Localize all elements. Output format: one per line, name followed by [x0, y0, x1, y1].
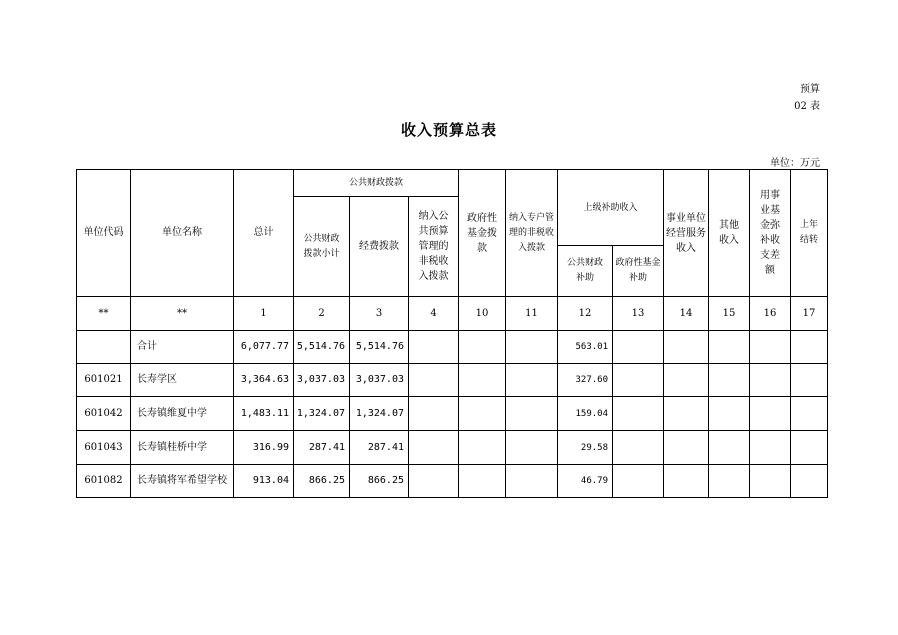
- cell-empty: [709, 431, 750, 465]
- cell-total: 3,364.63: [234, 364, 294, 397]
- header-unit-name: 单位名称: [131, 170, 234, 297]
- cell-operating: 287.41: [350, 431, 409, 465]
- cell-empty: [791, 431, 828, 465]
- cell-superior-public: 563.01: [558, 331, 613, 364]
- cell-empty: [709, 364, 750, 397]
- cell-empty: [709, 465, 750, 498]
- cell-empty: [506, 364, 558, 397]
- cell-name: 长寿镇维夏中学: [131, 397, 234, 431]
- cell-empty: [459, 465, 506, 498]
- cell-subtotal: 287.41: [294, 431, 350, 465]
- table-row: [77, 331, 828, 364]
- header-superior-gov-fund: [613, 246, 664, 297]
- header-operating-funds: 经费拨款: [350, 197, 409, 297]
- index-cell: 15: [709, 297, 750, 331]
- cell-empty: [791, 397, 828, 431]
- index-cell: 3: [350, 297, 409, 331]
- cell-superior-public: 46.79: [558, 465, 613, 498]
- index-cell: 17: [791, 297, 828, 331]
- cell-operating: 866.25: [350, 465, 409, 498]
- cell-operating: 5,514.76: [350, 331, 409, 364]
- cell-empty: [664, 397, 709, 431]
- header-nontax-special: [506, 170, 558, 297]
- cell-empty: [791, 331, 828, 364]
- cell-empty: [750, 397, 791, 431]
- header-nontax-in-budget-text: 纳入公共预算管理的非税收入拨款: [418, 211, 449, 282]
- page-title: 收入预算总表: [400, 121, 497, 139]
- cell-empty: [709, 397, 750, 431]
- cell-empty: [750, 465, 791, 498]
- cell-subtotal: 1,324.07: [294, 397, 350, 431]
- table-row: [77, 465, 828, 498]
- header-public-finance: 公共财政拨款: [294, 170, 459, 197]
- table-number-label: 02 表: [794, 101, 820, 112]
- header-fund-balance-text: 用事业基金弥补收支差额: [760, 190, 780, 276]
- cell-subtotal: 866.25: [294, 465, 350, 498]
- header-business-income-text: 事业单位经营服务收入: [666, 212, 706, 254]
- cell-empty: [506, 465, 558, 498]
- table-row: [77, 397, 828, 431]
- cell-superior-public: 327.60: [558, 364, 613, 397]
- header-other-income: [709, 170, 750, 297]
- index-cell: 14: [664, 297, 709, 331]
- index-cell: 12: [558, 297, 613, 331]
- table-id-label: 预算: [800, 84, 820, 95]
- header-nontax-in-budget: [409, 197, 459, 297]
- cell-empty: [664, 364, 709, 397]
- table-row: [77, 364, 828, 397]
- cell-empty: [613, 465, 664, 498]
- header-carryover-text: 上年结转: [799, 220, 818, 245]
- header-public-finance-subtotal-text: 公共财政拨款小计: [303, 233, 340, 259]
- cell-empty: [664, 465, 709, 498]
- cell-empty: [750, 431, 791, 465]
- header-superior-subsidy: 上级补助收入: [558, 170, 664, 246]
- cell-code: 601082: [77, 465, 131, 498]
- cell-operating: 1,324.07: [350, 397, 409, 431]
- header-total: 总计: [234, 170, 294, 297]
- cell-empty: [664, 331, 709, 364]
- cell-subtotal: 3,037.03: [294, 364, 350, 397]
- cell-empty: [409, 431, 459, 465]
- cell-name: 长寿镇桂桥中学: [131, 431, 234, 465]
- cell-empty: [613, 364, 664, 397]
- cell-empty: [506, 397, 558, 431]
- header-carryover: [791, 170, 828, 297]
- cell-empty: [409, 331, 459, 364]
- cell-empty: [506, 331, 558, 364]
- cell-name: 合计: [131, 331, 234, 364]
- cell-empty: [409, 397, 459, 431]
- cell-empty: [409, 364, 459, 397]
- cell-empty: [750, 364, 791, 397]
- index-cell: 4: [409, 297, 459, 331]
- cell-empty: [791, 465, 828, 498]
- index-cell: 16: [750, 297, 791, 331]
- cell-empty: [459, 364, 506, 397]
- index-cell: 11: [506, 297, 558, 331]
- cell-code: 601021: [77, 364, 131, 397]
- cell-superior-public: 159.04: [558, 397, 613, 431]
- header-business-income: [664, 170, 709, 297]
- cell-subtotal: 5,514.76: [294, 331, 350, 364]
- cell-code: 601043: [77, 431, 131, 465]
- header-public-finance-subtotal: [294, 197, 350, 297]
- cell-empty: [613, 431, 664, 465]
- header-nontax-special-text: 纳入专户管理的非税收入拨款: [508, 212, 554, 253]
- cell-empty: [613, 397, 664, 431]
- header-superior-public-text: 公共财政补助: [566, 258, 603, 283]
- cell-total: 913.04: [234, 465, 294, 498]
- cell-empty: [459, 331, 506, 364]
- cell-empty: [506, 431, 558, 465]
- header-superior-gov-fund-text: 政府性基金补助: [615, 258, 661, 283]
- cell-total: 1,483.11: [234, 397, 294, 431]
- header-fund-balance: [750, 170, 791, 297]
- cell-code: 601042: [77, 397, 131, 431]
- unit-label: 单位：万元: [770, 158, 820, 169]
- cell-empty: [709, 331, 750, 364]
- index-cell: 10: [459, 297, 506, 331]
- table-row: [77, 431, 828, 465]
- cell-total: 6,077.77: [234, 331, 294, 364]
- cell-empty: [664, 431, 709, 465]
- cell-code: [77, 331, 131, 364]
- cell-empty: [750, 331, 791, 364]
- cell-empty: [791, 364, 828, 397]
- cell-superior-public: 29.58: [558, 431, 613, 465]
- cell-total: 316.99: [234, 431, 294, 465]
- index-cell: 2: [294, 297, 350, 331]
- index-cell: 1: [234, 297, 294, 331]
- header-gov-fund: [459, 170, 506, 297]
- cell-empty: [459, 431, 506, 465]
- index-row: [77, 297, 828, 331]
- income-budget-table: [76, 169, 828, 498]
- cell-name: 长寿镇将军希望学校: [131, 465, 234, 498]
- cell-empty: [613, 331, 664, 364]
- index-cell: **: [131, 297, 234, 331]
- header-gov-fund-text: 政府性基金拨款: [467, 212, 497, 254]
- header-superior-public: [558, 246, 613, 297]
- cell-name: 长寿学区: [131, 364, 234, 397]
- cell-empty: [459, 397, 506, 431]
- cell-empty: [409, 465, 459, 498]
- header-unit-code: 单位代码: [77, 170, 131, 297]
- header-other-income-text: 其他收入: [719, 220, 739, 246]
- cell-operating: 3,037.03: [350, 364, 409, 397]
- index-cell: 13: [613, 297, 664, 331]
- index-cell: **: [77, 297, 131, 331]
